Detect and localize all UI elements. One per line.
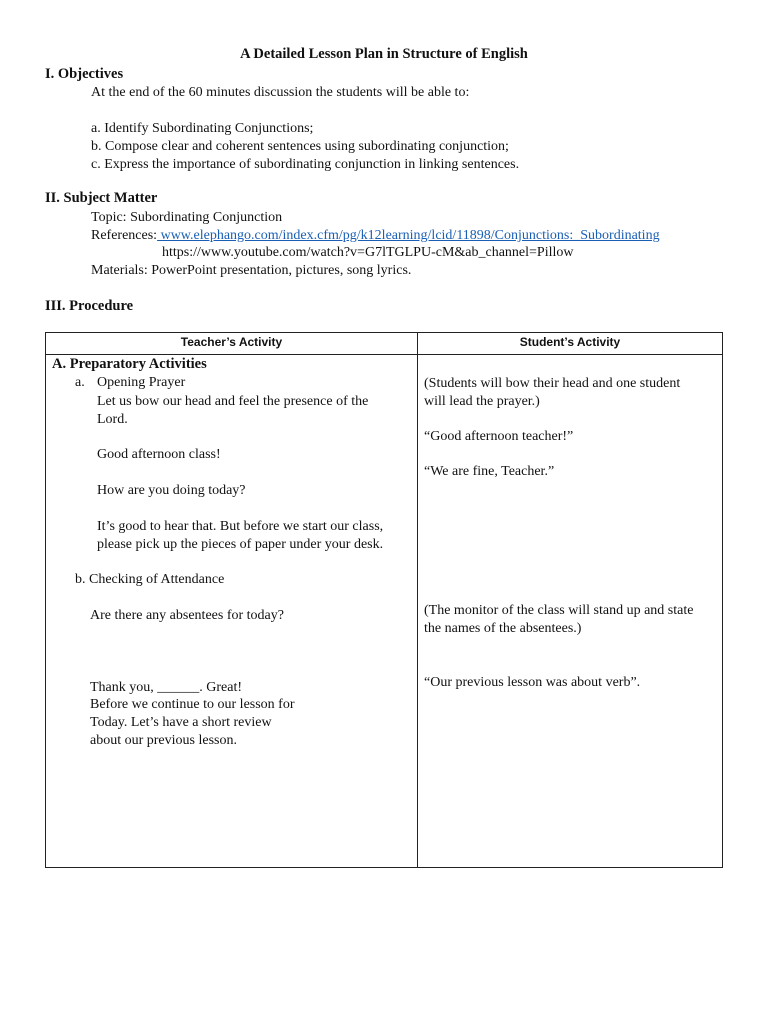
subject-matter-heading: II. Subject Matter [45, 190, 158, 206]
teacher-activity-header: Teacher’s Activity [180, 335, 283, 349]
opening-prayer-marker: a. [75, 375, 85, 390]
materials-line: Materials: PowerPoint presentation, pictures, song lyrics. [91, 263, 412, 278]
teacher-thanks-line-4: about our previous lesson. [90, 733, 237, 748]
teacher-thanks-line-3: Today. Let’s have a short review [90, 715, 272, 730]
objective-item-a: a. Identify Subordinating Conjunctions; [91, 121, 314, 136]
teacher-good-line-2: please pick up the pieces of paper under your desk. [97, 537, 384, 552]
column-divider [417, 333, 418, 867]
attendance-title: b. Checking of Attendance [75, 572, 225, 587]
student-fine: “We are fine, Teacher.” [424, 464, 555, 479]
objectives-heading: I. Objectives [45, 66, 124, 82]
topic-line: Topic: Subordinating Conjunction [91, 210, 283, 225]
teacher-greeting: Good afternoon class! [97, 447, 221, 462]
student-bow-line-2: will lead the prayer.) [424, 394, 540, 409]
objective-item-b: b. Compose clear and coherent sentences using subordinating conjunction; [91, 139, 509, 154]
header-divider [46, 354, 722, 355]
student-previous-lesson: “Our previous lesson was about verb”. [424, 675, 641, 690]
procedure-heading: III. Procedure [45, 298, 134, 314]
teacher-how-are-you: How are you doing today? [97, 483, 246, 498]
student-greeting: “Good afternoon teacher!” [424, 429, 574, 444]
student-bow-line-1: (Students will bow their head and one student [424, 376, 681, 391]
reference-youtube: https://www.youtube.com/watch?v=G7lTGLPU-cM&ab_channel=Pillow [162, 245, 574, 260]
objective-item-c: c. Express the importance of subordinating conjunction in linking sentences. [91, 157, 520, 172]
student-monitor-line-2: the names of the absentees.) [424, 621, 582, 636]
document-title: A Detailed Lesson Plan in Structure of English [240, 46, 528, 62]
student-activity-header: Student’s Activity [519, 335, 621, 349]
references-line [91, 227, 660, 244]
objectives-intro: At the end of the 60 minutes discussion the students will be able to: [91, 85, 470, 100]
reference-link[interactable]: www.elephango.com/index.cfm/pg/k12learning/lcid/11898/Conjunctions:_Subordinating [157, 228, 660, 243]
teacher-thanks-line-2: Before we continue to our lesson for [90, 697, 295, 712]
student-monitor-line-1: (The monitor of the class will stand up and state [424, 603, 694, 618]
teacher-prayer-line-1: Let us bow our head and feel the presence of the [97, 394, 369, 409]
teacher-prayer-line-2: Lord. [97, 412, 128, 427]
references-label: References: [91, 228, 158, 243]
procedure-table [45, 332, 723, 868]
teacher-absentees: Are there any absentees for today? [90, 608, 284, 623]
preparatory-activities-heading: A. Preparatory Activities [52, 356, 207, 372]
opening-prayer-title: Opening Prayer [97, 375, 186, 390]
teacher-good-line-1: It’s good to hear that. But before we start our class, [97, 519, 384, 534]
teacher-thanks-line-1: Thank you, ______. Great! [90, 680, 243, 695]
